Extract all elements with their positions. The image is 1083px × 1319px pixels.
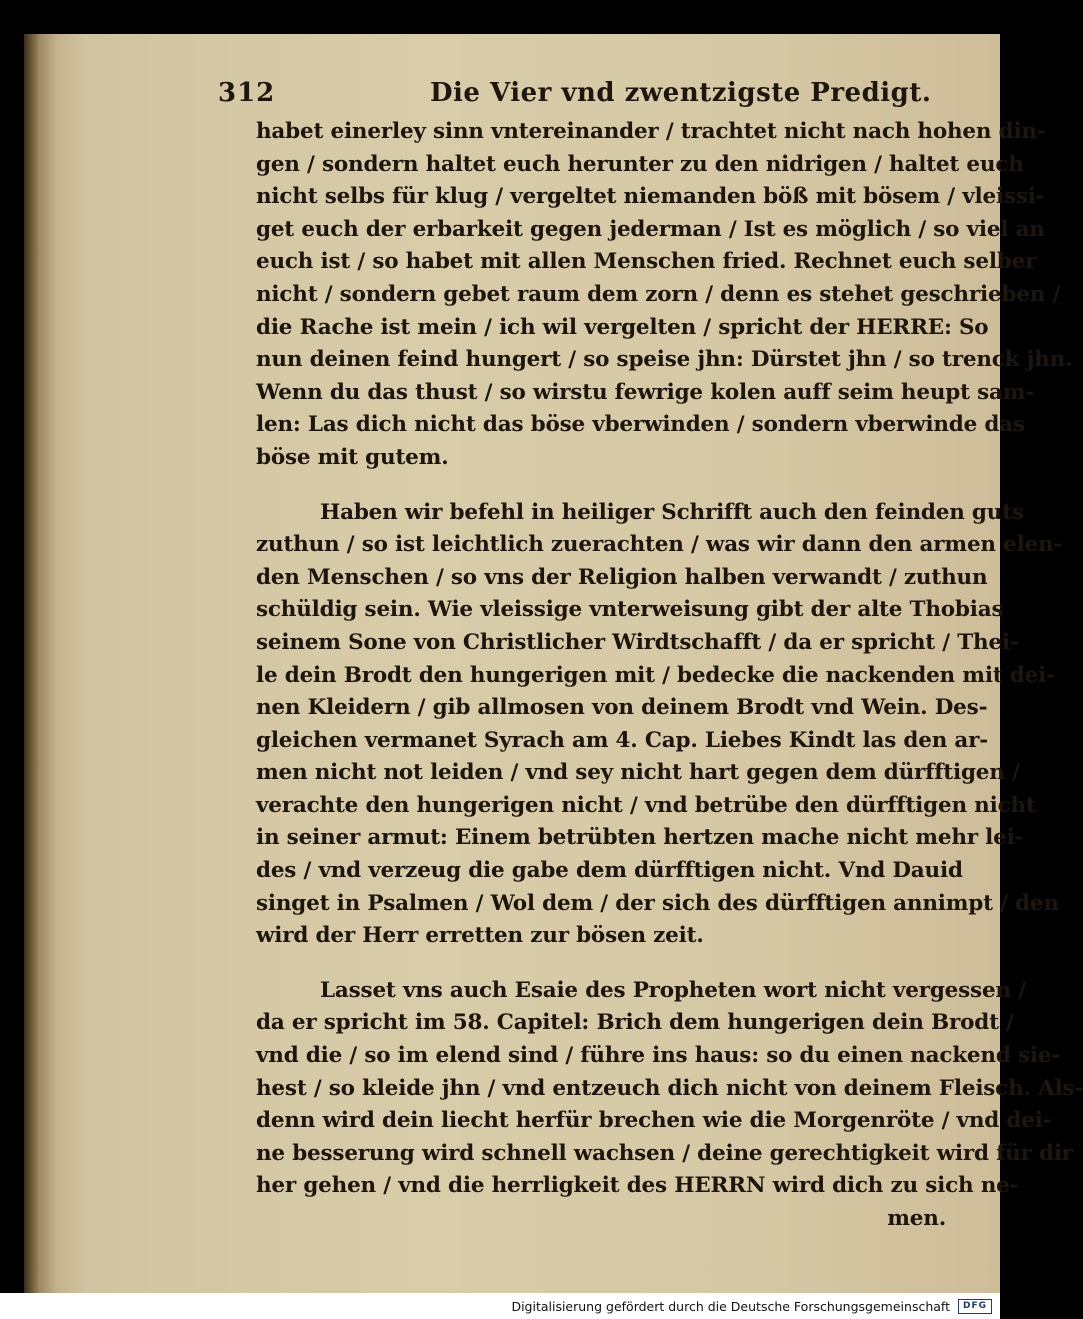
- text-line: nen Kleidern / gib allmosen von deinem Brodt vnd Wein. Des-: [256, 695, 988, 721]
- text-line: ne besserung wird schnell wachsen / deine gerechtigkeit wird für dir: [256, 1140, 1073, 1166]
- text-line: in seiner armut: Einem betrübten hertzen mache nicht mehr lei-: [256, 825, 1024, 851]
- text-line: seinem Sone von Christlicher Wirdtschafft / da er spricht / Thei-: [256, 629, 1019, 655]
- page-number: 312: [218, 78, 276, 108]
- text-line: nun deinen feind hungert / so speise jhn: Dürstet jhn / so trenck jhn.: [256, 347, 1073, 373]
- text-line: gen / sondern haltet euch herunter zu den nidrigen / haltet euch: [256, 151, 1024, 177]
- text-line: get euch der erbarkeit gegen jederman / Ist es möglich / so viel an: [256, 216, 1045, 242]
- text-line: den Menschen / so vns der Religion halben verwandt / zuthun: [256, 564, 988, 590]
- text-line: habet einerley sinn vntereinander / trachtet nicht nach hohen din-: [256, 119, 1046, 144]
- text-line: da er spricht im 58. Capitel: Brich dem hungerigen dein Brodt /: [256, 1010, 1014, 1036]
- text-line: euch ist / so habet mit allen Menschen fried. Rechnet euch selber: [256, 249, 1037, 275]
- text-line: men.: [887, 1206, 946, 1231]
- text-line: verachte den hungerigen nicht / vnd betrübe den dürfftigen nicht: [256, 792, 1036, 818]
- text-line: des / vnd verzeug die gabe dem dürfftigen nicht. Vnd Dauid: [256, 858, 963, 884]
- text-line: le dein Brodt den hungerigen mit / bedecke die nackenden mit dei-: [256, 662, 1055, 688]
- funding-credit: Digitalisierung gefördert durch die Deutsche Forschungsgemeinschaft: [511, 1299, 950, 1314]
- running-title: Die Vier vnd zwentzigste Predigt.: [430, 78, 932, 108]
- text-line: schüldig sein. Wie vleissige vnterweisung gibt der alte Thobias: [256, 597, 1004, 623]
- text-line: Lasset vns auch Esaie des Propheten wort nicht vergessen /: [320, 977, 1026, 1003]
- paragraph: [256, 116, 1073, 475]
- text-line: nicht selbs für klug / vergeltet niemanden böß mit bösem / vleissi-: [256, 184, 1045, 210]
- text-line: Haben wir befehl in heiliger Schrifft auch den feinden guts: [320, 499, 1024, 525]
- text-line: her gehen / vnd die herrligkeit des HERRN wird dich zu sich ne-: [256, 1173, 1019, 1199]
- text-line: wird der Herr erretten zur bösen zeit.: [256, 923, 704, 949]
- text-line: men nicht not leiden / vnd sey nicht hart gegen dem dürfftigen /: [256, 760, 1020, 786]
- text-line: hest / so kleide jhn / vnd entzeuch dich nicht von deinem Fleisch. Als-: [256, 1075, 1083, 1101]
- text-line: len: Las dich nicht das böse vberwinden / sondern vberwinde das: [256, 412, 1025, 438]
- paragraph: [256, 975, 1083, 1236]
- text-line: die Rache ist mein / ich wil vergelten / spricht der HERRE: So: [256, 314, 989, 340]
- text-line: zuthun / so ist leichtlich zuerachten / was wir dann den armen elen-: [256, 532, 1063, 558]
- text-line: vnd die / so im elend sind / führe ins haus: so du einen nackend sie-: [256, 1043, 1061, 1069]
- text-line: böse mit gutem.: [256, 444, 449, 470]
- text-line: singet in Psalmen / Wol dem / der sich des dürfftigen annimpt / den: [256, 890, 1059, 916]
- dfg-logo: DFG: [958, 1299, 992, 1314]
- page-header: [218, 78, 978, 118]
- text-line: gleichen vermanet Syrach am 4. Cap. Liebes Kindt las den ar-: [256, 727, 988, 753]
- paragraph: [256, 497, 1063, 953]
- text-line: nicht / sondern gebet raum dem zorn / denn es stehet geschrieben /: [256, 281, 1061, 307]
- text-line: denn wird dein liecht herfür brechen wie die Morgenröte / vnd dei-: [256, 1108, 1052, 1134]
- text-line: Wenn du das thust / so wirstu fewrige kolen auff seim heupt sam-: [256, 379, 1035, 405]
- body-text: [256, 116, 1083, 1236]
- footer-bar: [0, 1293, 1000, 1319]
